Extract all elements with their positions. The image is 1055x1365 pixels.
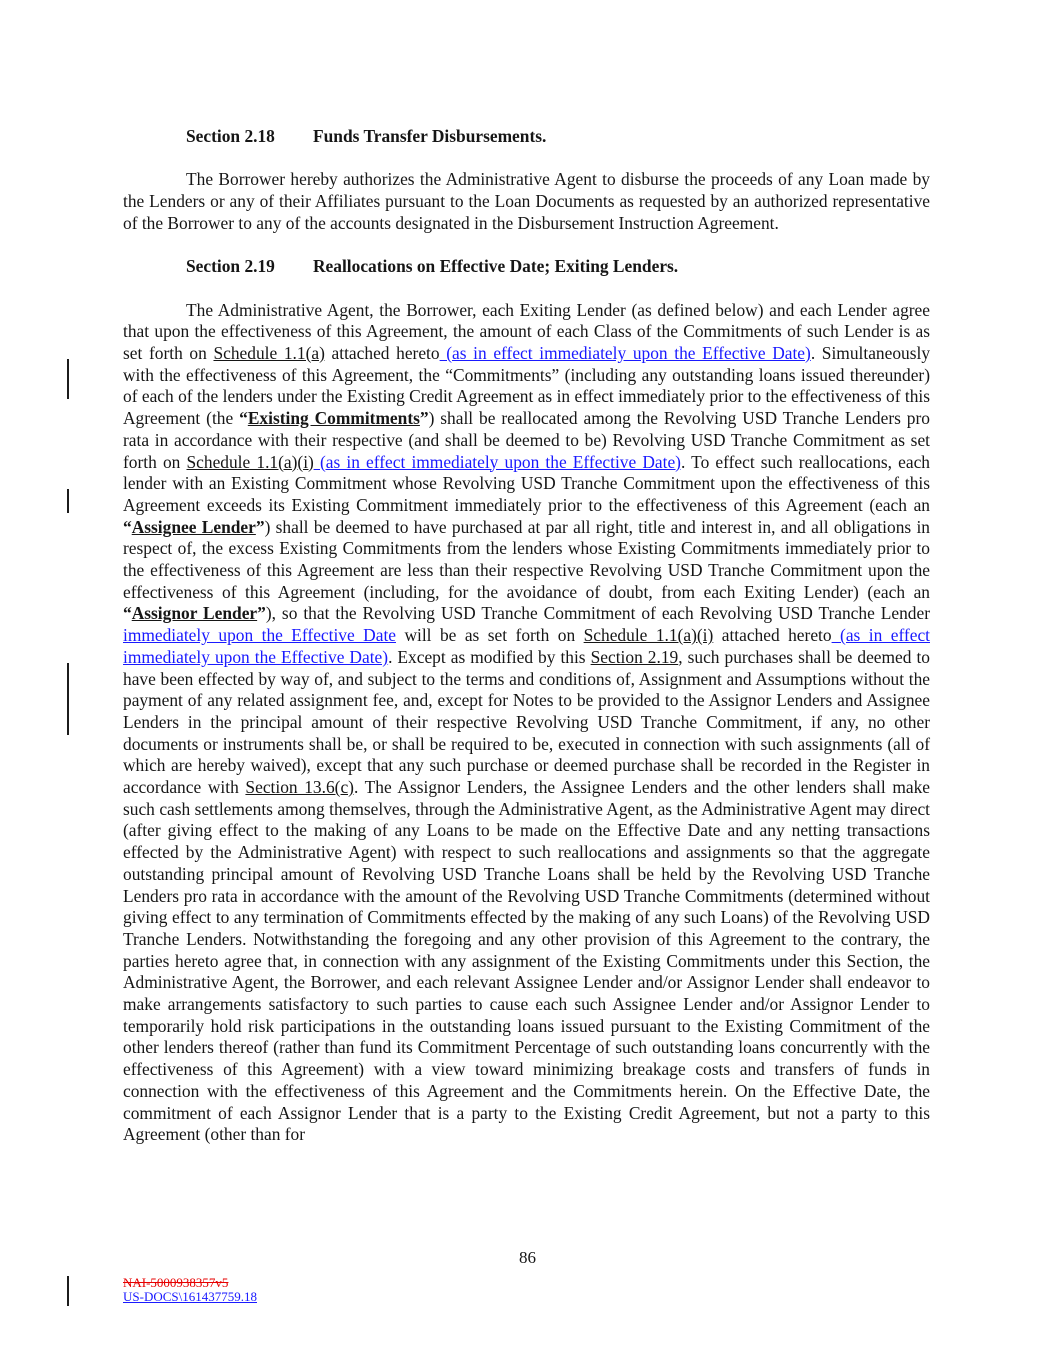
inserted-doc-id: US-DOCS\161437759.18: [123, 1288, 257, 1304]
text-run: attached hereto: [324, 342, 440, 363]
text-run: . The Assignor Lenders, the Assignee Lenders and the other lenders shall make such cash settlements among themselves, through the Administrative Agent, as the Administrative Agent may direct (after giving effect to the making of any Loans to be made on the Effective Date and any netting transactions effected by the Administrative Agent) with respect to such reallocations and assignments so that the aggregate outstanding principal amount of Revolving USD Tranche Loans shall be held by the Revolving USD Tranche Lenders pro rata in accordance with the amount of the Revolving USD Tranche Commitments (determined without giving effect to any termination of Commitments effected by the making of any such Loans) of the Revolving USD Tranche Lenders. Notwithstanding the foregoing and any other provision of this Agreement to the contrary, the parties hereto agree that, in connection with any assignment of the Existing Commitments under this Section, the Administrative Agent, the Borrower, and each relevant Assignee Lender and/or Assignor Lender shall endeavor to make arrangements satisfactory to such parties to cause each such Assignee Lender and/or Assignor Lender to temporarily hold risk participations in the outstanding loans issued pursuant to the Existing Commitment of the other lenders thereof (rather than fund its Commitment Percentage of such outstanding loans concurrently with the effectiveness of this Agreement) with a view toward minimizing breakage costs and transfers of funds in connection with the effectiveness of this Agreement and the Commitments herein. On the Effective Date, the commitment of each Assignor Lender that is a party to the Existing Credit Agreement, but not a party to this Agreement (other than for: [123, 777, 930, 1145]
cross-reference: Schedule 1.1(a)(i): [186, 451, 314, 472]
cross-reference: Section 13.6(c): [245, 777, 354, 798]
text-run: . To effect such reallocations, each lender with an Existing Commitment whose Revolving USD Tranche Commitment upon the effectiveness of this Agreement exceeds its Existing Commitment immediately prior to the effectiveness of this Agreement (each an: [123, 451, 930, 515]
section-number: Section 2.18: [186, 126, 275, 146]
inserted-text: (as in effect immediately upon the Effective Date): [313, 451, 681, 472]
text-run: ), so that the Revolving USD Tranche Commitment of each Revolving USD Tranche Lender: [265, 603, 930, 624]
text-run: . Except as modified by this: [388, 646, 591, 667]
section-title: Funds Transfer Disbursements.: [313, 126, 547, 146]
text-run: ) shall be deemed to have purchased at par all right, title and interest in, and all obligations in respect of, the excess Existing Commitments from the lenders whose Existing Commitments immediately prior to the effectiveness of this Agreement are less than their respective Revolving USD Tranche Commitment upon the effectiveness of this Agreement (including, for the avoidance of doubt, from each Exiting Lender) (each an: [123, 516, 931, 602]
cross-reference: Schedule 1.1(a): [213, 342, 325, 363]
revision-change-bar: [67, 663, 69, 735]
section-2-18-heading: [186, 126, 930, 148]
bold-text: “: [123, 603, 132, 624]
deleted-doc-id: NAI-5000938357v5: [123, 1275, 229, 1290]
inserted-text: (as in effect immediately upon the Effective Date): [439, 342, 811, 363]
bold-text: “: [123, 516, 132, 537]
text-run: attached hereto: [713, 625, 832, 646]
defined-term: Existing Commitments: [247, 408, 420, 429]
text-run: will be as set forth on: [396, 625, 584, 646]
text-run: The Administrative Agent, the Borrower, each Exiting Lender (as defined below) and each Lender agree that upon the effectiveness of this Agreement, the amount of each Class of the Commitments of such Lender is as set forth on: [123, 299, 930, 363]
document-body: [123, 126, 930, 1146]
inserted-text: immediately upon the Effective Date: [123, 625, 396, 646]
section-2-18-paragraph: The Borrower hereby authorizes the Administrative Agent to disburse the proceeds of any Loan made by the Lenders or any of their Affiliates pursuant to the Loan Documents as requested by an authorized representative of the Borrower to any of the accounts designated in the Disbursement Instruction Agreement.: [123, 169, 930, 233]
revision-change-bar: [67, 359, 69, 399]
cross-reference: Schedule 1.1(a)(i): [583, 625, 714, 646]
text-run: ) shall be reallocated among the Revolving USD Tranche Lenders pro rata in accordance with their respective (and shall be deemed to be) Revolving USD Tranche Commitment as set forth on: [123, 408, 930, 472]
revision-change-bar: [67, 1276, 69, 1306]
revision-change-bar: [67, 489, 69, 513]
document-id-footer: [123, 1276, 257, 1303]
defined-term: Assignee Lender: [131, 516, 256, 537]
section-2-19-paragraph: [123, 300, 930, 1146]
bold-text: ”: [255, 516, 265, 537]
page-number: 86: [519, 1248, 536, 1267]
cross-reference: Section 2.19: [590, 646, 679, 667]
bold-text: ”: [257, 603, 266, 624]
section-number: Section 2.19: [186, 256, 275, 277]
text-run: . Simultaneously with the effectiveness of this Agreement, the “Commitments” (including any outstanding loans issued thereunder) of each of the lenders under the Existing Credit Agreement as in effect immediately prior to the effectiveness of this Agreement (the: [123, 342, 931, 429]
text-run: , such purchases shall be deemed to have been effected by way of, and subject to the terms and conditions of, Assignment and Assumptions without the payment of any related assignment fee, and, except for Notes to be provided to the Assignor Lenders and Assignee Lenders in the principal amount of their respective Revolving USD Tranche Commitment, if any, no other documents or instruments shall be, or shall be required to be, executed in connection with such assignments (all of which are hereby waived), except that any such purchase or deemed purchase shall be recorded in the Register in accordance with: [123, 646, 931, 798]
section-2-19-heading: [186, 256, 930, 278]
defined-term: Assignor Lender: [131, 603, 258, 624]
bold-text: “: [239, 408, 248, 429]
section-title: Reallocations on Effective Date; Exiting Lenders.: [313, 256, 679, 277]
inserted-text: (as in effect immediately upon the Effective Date): [123, 625, 930, 667]
bold-text: ”: [419, 408, 429, 429]
